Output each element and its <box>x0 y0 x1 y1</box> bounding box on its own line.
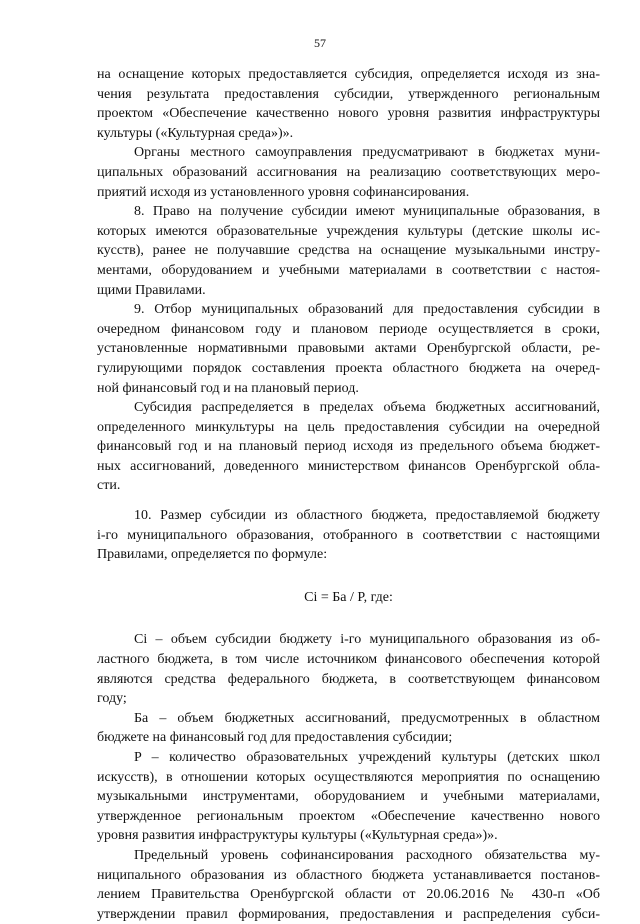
text-line: чения результата предоставления субсидии, утвержденного региональным <box>97 86 600 102</box>
text-line: сти. <box>97 478 121 494</box>
text-line: Предельный уровень софинансирования расходного обязательства му- <box>134 847 600 863</box>
text-line: i-го муниципального образования, отобранного в соответствии с настоящими <box>97 527 600 543</box>
text-line: Субсидия распределяется в пределах объема бюджетных ассигнований, <box>134 400 600 416</box>
text-line: проектом «Обеспечение качественно нового уровня развития инфраструктуры <box>97 106 600 122</box>
text-line: кусств), ранее не получавшие средства на оснащение музыкальными инстру- <box>97 243 600 259</box>
paragraph-gap <box>97 565 600 588</box>
text-line: Органы местного самоуправления предусматривают в бюджетах муни- <box>134 145 600 161</box>
text-line: установленные нормативными правовыми актами Оренбургской области, ре- <box>97 341 600 357</box>
document-body <box>97 65 600 924</box>
text-line: бюджете на финансовый год для предоставления субсидии; <box>97 730 453 746</box>
text-line: ципальных образований ассигнования на реализацию соответствующих меро- <box>97 164 600 180</box>
text-line: приятий исходя из установленного уровня софинансирования. <box>97 184 470 200</box>
paragraph-gap <box>97 607 600 630</box>
text-line: 8. Право на получение субсидии имеют муниципальные образования, в <box>134 204 600 220</box>
text-line: финансовый год и на плановый период исходя из предельного объема бюджет- <box>97 439 600 455</box>
text-line: определенного минкультуры на цель предоставления субсидии на очередной <box>97 419 600 435</box>
text-line: на оснащение которых предоставляется субсидия, определяется исходя из зна- <box>97 67 600 82</box>
text-line: искусств), в отношении которых осуществляются мероприятия по оснащению <box>97 769 600 785</box>
text-line: Ci – объем субсидии бюджету i-го муниципального образования из об- <box>134 632 600 648</box>
text-line: P – количество образовательных учреждений культуры (детских школ <box>134 750 600 765</box>
text-line: ластного бюджета, в том числе источником финансового обеспечения которой <box>97 652 600 668</box>
text-line: утверждении правил формирования, предоставления и распределения субси- <box>97 906 600 922</box>
text-line: 9. Отбор муниципальных образований для предоставления субсидии в <box>134 302 600 318</box>
text-line: Ба – объем бюджетных ассигнований, предусмотренных в областном <box>134 710 600 726</box>
text-line: утвержденное региональным проектом «Обеспечение качественно нового <box>97 808 600 824</box>
text-line: 10. Размер субсидии из областного бюджета, предоставляемой бюджету <box>134 508 600 524</box>
page-number: 57 <box>314 36 326 50</box>
text-line: ментами, оборудованием и учебными материалами в соответствии с настоя- <box>97 262 600 278</box>
text-line: музыкальными инструментами, оборудованием и учебными материалами, <box>97 789 600 805</box>
formula-line: Ci = Ба / P, где: <box>304 589 393 605</box>
text-line: являются средства федерального бюджета, в соответствующем финансовом <box>97 671 600 687</box>
text-line: ных ассигнований, доведенного министерством финансов Оренбургской обла- <box>97 458 600 474</box>
text-line: Правилами, определяется по формуле: <box>97 547 328 563</box>
text-line: которых имеются образовательные учреждения культуры (детские школы ис- <box>97 223 600 239</box>
paragraph-gap <box>97 496 600 506</box>
text-line: лением Правительства Оренбургской области от 20.06.2016 № 430-п «Об <box>97 887 600 903</box>
text-line: щими Правилами. <box>97 282 206 298</box>
text-line: очередном финансовом году и плановом периоде осуществляется в сроки, <box>97 321 600 337</box>
text-line: уровня развития инфраструктуры культуры («Культурная среда»)». <box>97 828 498 844</box>
text-line: гулирующими порядок составления проекта областного бюджета на очеред- <box>97 360 600 376</box>
text-line: культуры («Культурная среда»)». <box>97 125 294 141</box>
text-line: ной финансовый год и на плановый период. <box>97 380 359 396</box>
text-line: году; <box>97 691 127 707</box>
text-line: ниципального образования из областного бюджета устанавливается постанов- <box>97 867 600 883</box>
